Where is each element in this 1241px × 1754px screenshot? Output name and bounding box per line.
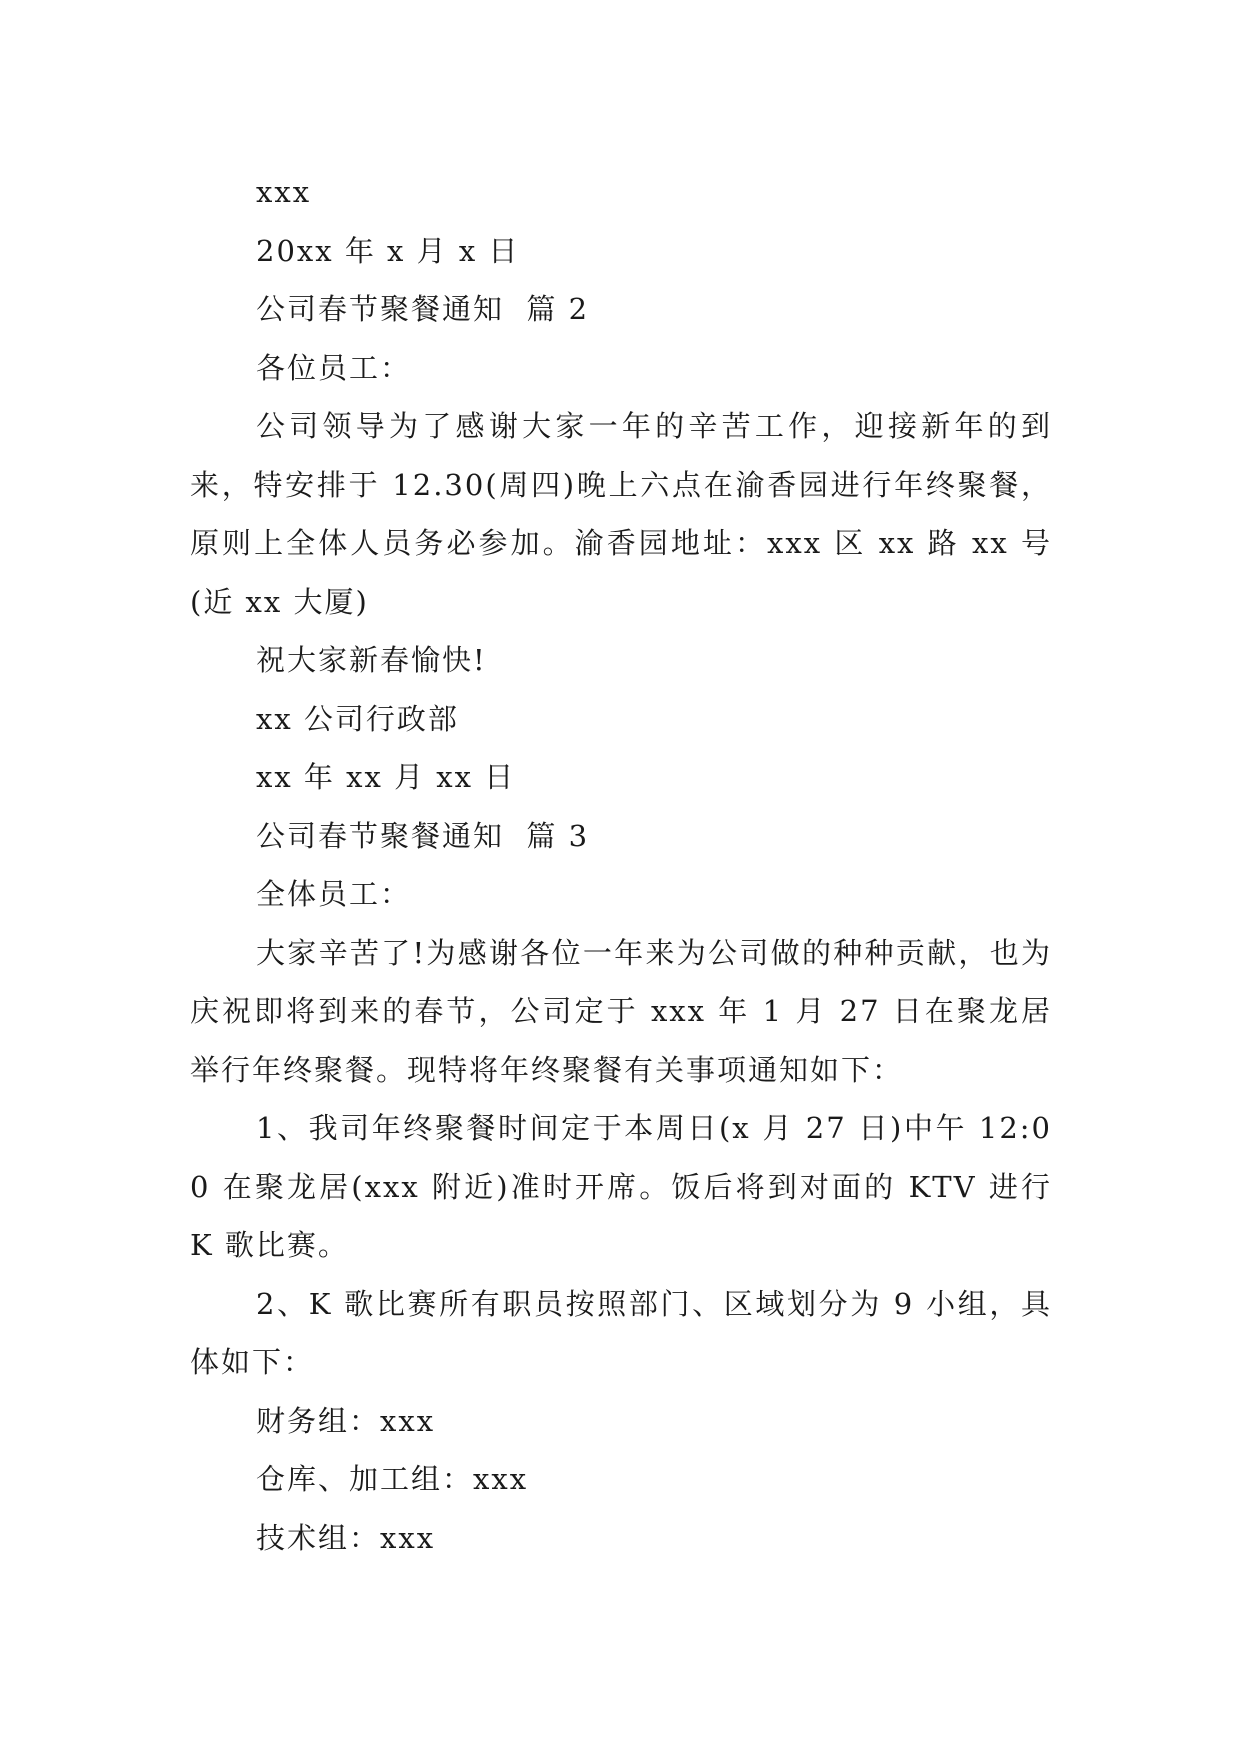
group-tech: 技术组：xxx bbox=[256, 1520, 436, 1555]
notice-item-2: 2、K 歌比赛所有职员按照部门、区域划分为 9 小组，具体如下： bbox=[190, 1286, 1052, 1379]
issue-date-2: xx 年 xx 月 xx 日 bbox=[256, 760, 516, 794]
closing-wish-2: 祝大家新春愉快! bbox=[256, 643, 487, 677]
notice-body-2: 公司领导为了感谢大家一年的辛苦工作，迎接新年的到来，特安排于 12.30(周四)晚上六点在渝香园进行年终聚餐，原则上全体人员务必参加。渝香园地址：xxx 区 xx 路 xx 号(近 xx 大厦) bbox=[190, 409, 1052, 619]
document-body bbox=[190, 163, 1064, 1567]
greeting-3: 全体员工： bbox=[256, 877, 412, 911]
notice-item-1: 1、我司年终聚餐时间定于本周日(x 月 27 日)中午 12:00 在聚龙居(xxx 附近)准时开席。饭后将到对面的 KTV 进行 K 歌比赛。 bbox=[190, 1111, 1064, 1262]
notice-intro-3: 大家辛苦了!为感谢各位一年来为公司做的种种贡献，也为庆祝即将到来的春节，公司定于 xxx 年 1 月 27 日在聚龙居举行年终聚餐。现特将年终聚餐有关事项通知如下： bbox=[190, 935, 1052, 1087]
greeting-2: 各位员工： bbox=[256, 350, 412, 385]
notice-title-2: 公司春节聚餐通知 篇 2 bbox=[256, 292, 590, 326]
issuer-2: xx 公司行政部 bbox=[256, 701, 459, 736]
signature-date: 20xx 年 x 月 x 日 bbox=[256, 233, 520, 268]
notice-title-3: 公司春节聚餐通知 篇 3 bbox=[256, 818, 590, 853]
group-warehouse: 仓库、加工组：xxx bbox=[256, 1462, 529, 1496]
signature-name: xxx bbox=[256, 175, 312, 209]
group-finance: 财务组：xxx bbox=[256, 1403, 436, 1438]
